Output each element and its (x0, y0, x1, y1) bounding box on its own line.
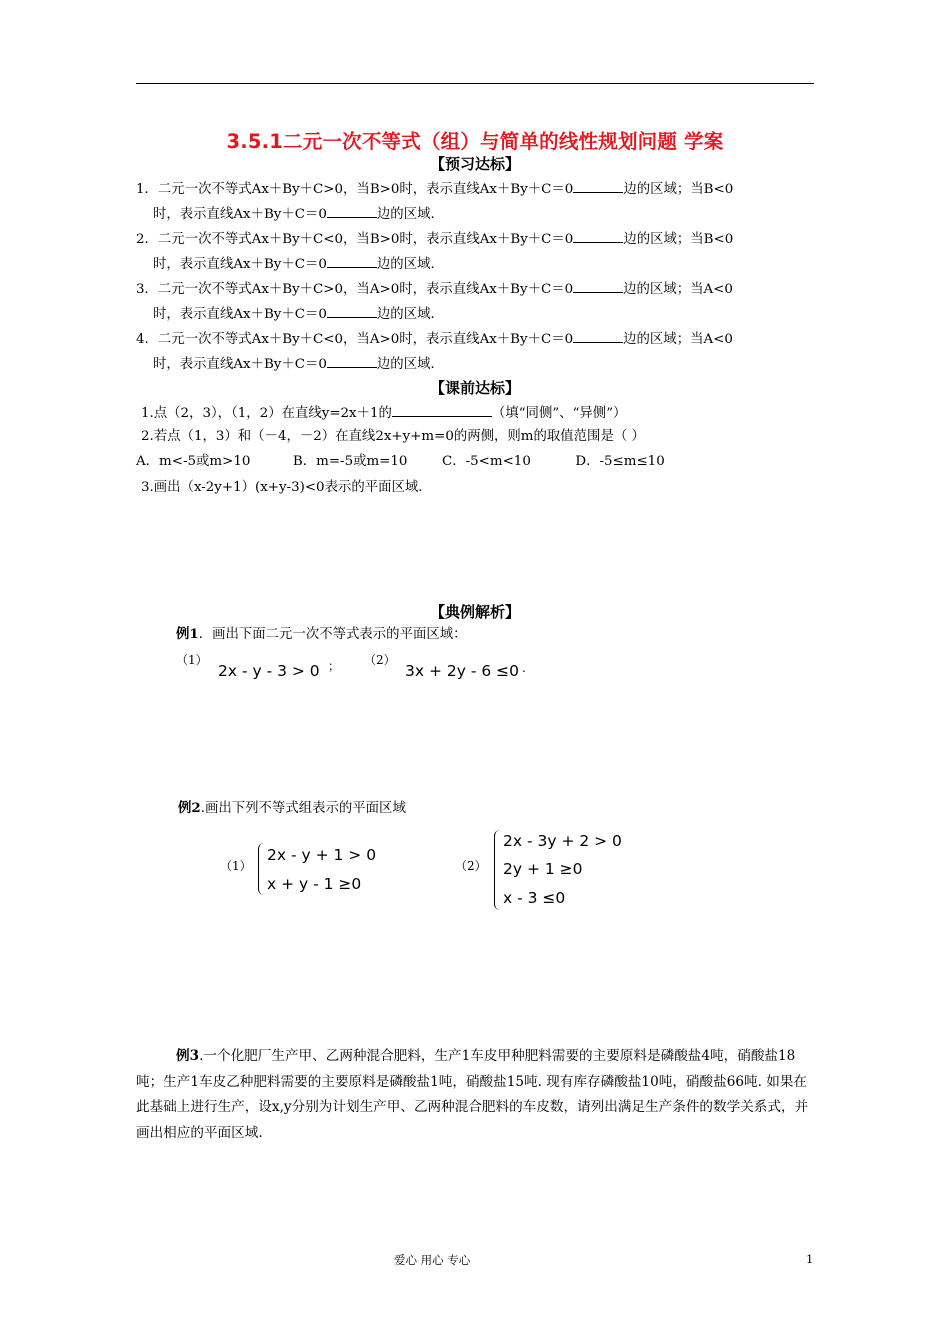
answer-blank (392, 404, 492, 417)
example-3-paragraph (136, 1044, 816, 1146)
system-brace (494, 830, 503, 910)
preclass-question-2: 2.若点（1，3）和（－4，－2）在直线2x+y+m=0的两侧，则m的取值范围是（ ） (141, 429, 645, 444)
preview-item-2-line-1 (136, 230, 733, 246)
preview-item-3-text-b: 边的区域；当A<0 (623, 282, 733, 297)
example-1-inequality-2: 3x + 2y - 6 ≤0 (405, 662, 519, 680)
preview-item-1-text-b: 边的区域；当B<0 (623, 182, 734, 197)
example-2-prompt (178, 802, 406, 815)
preview-item-3-text-d: 边的区域． (376, 307, 444, 322)
header-rule (136, 83, 814, 84)
preview-item-3-text-a: 3．二元一次不等式Ax＋By＋C>0，当A>0时，表示直线Ax＋By＋C＝0 (136, 282, 574, 297)
section-heading-examples: 【典例解析】 (429, 603, 520, 621)
preclass-question-1-text: 1.点（2，3），（1，2）在直线y=2x＋1的 (141, 406, 392, 421)
page-number: 1 (806, 1252, 814, 1266)
choice-c: C．-5<m<10 (441, 454, 531, 469)
answer-blank (327, 255, 377, 268)
example-2-system-2-row-3: x - 3 ≤0 (503, 889, 566, 907)
preclass-question-2-choices (136, 455, 665, 468)
preview-item-4-text-a: 4．二元一次不等式Ax＋By＋C<0，当A>0时，表示直线Ax＋By＋C＝0 (136, 332, 574, 347)
preview-item-2-text-d: 边的区域． (376, 257, 444, 272)
example-1-part-2-label: （2） (364, 653, 396, 667)
preview-item-2-text-b: 边的区域；当B<0 (623, 232, 734, 247)
preview-item-1-text-c: 时，表示直线Ax＋By＋C＝0 (153, 207, 327, 222)
preview-item-4-line-2 (153, 355, 444, 371)
example-1-separator: ； (328, 659, 341, 673)
choice-b: B．m=-5或m=10 (292, 454, 408, 469)
example-2-text: .画出下列不等式组表示的平面区域 (200, 801, 406, 816)
example-1-part-1-label: （1） (176, 653, 208, 667)
preview-item-2-text-a: 2．二元一次不等式Ax＋By＋C<0，当B>0时，表示直线Ax＋By＋C＝0 (136, 232, 574, 247)
answer-blank (327, 305, 377, 318)
example-1-text: ．画出下面二元一次不等式表示的平面区域： (198, 627, 467, 642)
example-2-part-1-label: （1） (220, 859, 252, 873)
preview-item-1-line-2 (153, 205, 444, 221)
example-3-label: 例3 (176, 1048, 200, 1064)
preclass-question-1-hint: （填“同侧”、“异侧”） (491, 406, 627, 421)
footer-motto: 爱心 用心 专心 (394, 1253, 471, 1267)
preclass-question-1 (141, 404, 626, 420)
example-1-inequality-1: 2x - y - 3 > 0 (218, 662, 320, 680)
choice-d: D．-5≤m≤10 (575, 454, 665, 469)
preview-item-3-line-1 (136, 280, 733, 296)
preview-item-3-text-c: 时，表示直线Ax＋By＋C＝0 (153, 307, 327, 322)
section-heading-preclass: 【课前达标】 (429, 379, 520, 397)
preview-item-1-line-1 (136, 180, 733, 196)
example-2-system-2-row-2: 2y + 1 ≥0 (503, 860, 583, 878)
example-2-system-1-row-1: 2x - y + 1 > 0 (267, 846, 377, 864)
preview-item-4-line-1 (136, 330, 733, 346)
preview-item-4-text-d: 边的区域． (376, 357, 444, 372)
answer-blank (573, 180, 623, 193)
example-1-label: 例1 (176, 626, 199, 642)
answer-blank (573, 330, 623, 343)
example-1-end: . (522, 661, 526, 675)
example-2-system-2-row-1: 2x - 3y + 2 > 0 (503, 832, 622, 850)
example-1-prompt (176, 628, 467, 641)
answer-blank (327, 205, 377, 218)
example-2-system-1-row-2: x + y - 1 ≥0 (267, 875, 362, 893)
document-title: 3.5.1二元一次不等式（组）与简单的线性规划问题 学案 (226, 130, 724, 153)
preview-item-2-text-c: 时，表示直线Ax＋By＋C＝0 (153, 257, 327, 272)
answer-blank (327, 355, 377, 368)
example-2-part-2-label: （2） (455, 859, 487, 873)
preview-item-4-text-b: 边的区域；当A<0 (623, 332, 733, 347)
preview-item-1-text-d: 边的区域． (376, 207, 444, 222)
choice-a: A．m<-5或m>10 (136, 454, 251, 469)
preview-item-2-line-2 (153, 255, 444, 271)
example-3-text: .一个化肥厂生产甲、乙两种混合肥料，生产1车皮甲种肥料需要的主要原料是磷酸盐4吨，硝酸盐18吨；生产1车皮乙种肥料需要的主要原料是磷酸盐1吨，硝酸盐15吨. 现有库存磷酸盐10吨，硝酸盐66吨. 如果在此基础上进行生产，设x,y分别为计划生产甲、乙两种混合肥料的车皮数，请列出满足生产条件的数学关系式，并画出相应的平面区域. (136, 1048, 809, 1141)
system-brace (258, 843, 267, 895)
answer-blank (573, 230, 623, 243)
preview-item-3-line-2 (153, 305, 444, 321)
preview-item-1-text-a: 1．二元一次不等式Ax＋By＋C>0，当B>0时，表示直线Ax＋By＋C＝0 (136, 182, 574, 197)
section-heading-preview: 【预习达标】 (429, 155, 520, 173)
preclass-question-3: 3.画出（x-2y+1）(x+y-3)<0表示的平面区域. (141, 480, 423, 495)
answer-blank (573, 280, 623, 293)
preview-item-4-text-c: 时，表示直线Ax＋By＋C＝0 (153, 357, 327, 372)
example-2-label: 例2 (178, 800, 201, 816)
